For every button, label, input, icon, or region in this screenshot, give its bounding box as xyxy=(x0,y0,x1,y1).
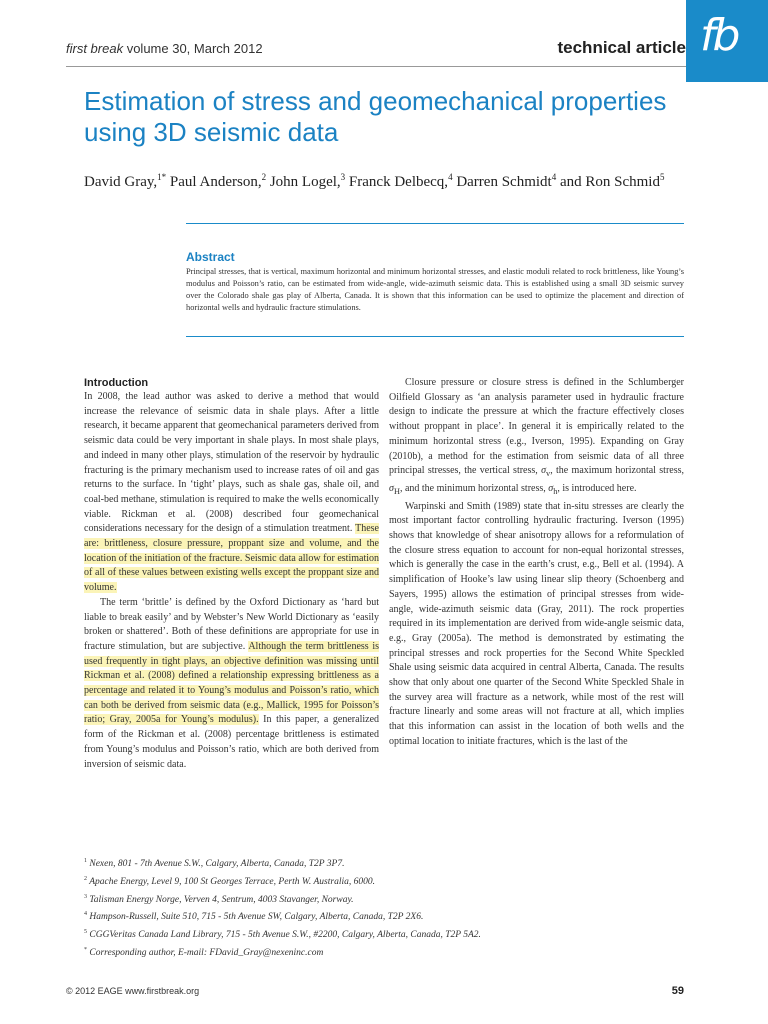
footnote-mark: 1 xyxy=(84,858,87,864)
footnote-text: Hampson-Russell, Suite 510, 715 - 5th Avenue SW, Calgary, Alberta, Canada, T2P 2X6. xyxy=(89,912,424,923)
section-label: technical article xyxy=(557,38,686,57)
abstract-bottom-rule xyxy=(186,336,684,337)
stress-symbol: σ xyxy=(541,465,547,477)
author-affiliation-mark: 4 xyxy=(551,172,557,182)
author-list xyxy=(84,172,704,191)
footnote xyxy=(84,854,684,872)
page-number: 59 xyxy=(671,985,684,997)
highlighted-text: Although the term brittleness is used frequently in tight plays, an objective definition was missing until Rickman et al. (2008) defined a relationship expressing brittleness as a percentage and related it to Young’s modulus and Poisson’s ratio, which can both be derived from seismic data (e.g., Mallick, 1995 for Poisson’s ratio; Gray, 2005a for Young’s modulus). xyxy=(84,640,380,726)
footnote-text: Nexen, 801 - 7th Avenue S.W., Calgary, Alberta, Canada, T2P 3P7. xyxy=(89,859,345,870)
journal-issue: volume 30, March 2012 xyxy=(126,41,263,56)
stress-symbol: σ xyxy=(548,482,554,494)
abstract-text: Principal stresses, that is vertical, maximum horizontal and minimum horizontal stresses, and elastic moduli related to rock brittleness, like Young’s modulus and Poisson’s ratio, can be estimated from wide-angle, wide-azimuth seismic data. This is established using a small 3D seismic survey over the Colorado shale gas play of Alberta, Canada. It is shown that this information can be used to optimize the placement and direction of horizontal wells and hydraulic fracture stimulations. xyxy=(186,267,684,312)
author-name: David Gray, xyxy=(84,174,158,190)
body-paragraph: Warpinski and Smith (1989) state that in-situ stresses are clearly the most important factor controlling hydraulic fracturing. Iverson (1995) shows that knowledge of shear anisotropy allows for a reformulation of the closure stress equation to account for non-equal horizontal stresses, which is generally the case in the earth’s crust, e.g., Bell et al. (1994). A simplification of Hooke’s law using linear slip theory (Schoenberg and Sayers, 1995) allows the estimation of principal stresses from wide-angle, wide-azimuth seismic data (Gray, 2011). The rock properties required in its implementation are derived from wide-angle seismic data, e.g., Gray (2005a). The method is demonstrated by estimating the principal stresses and rock properties for the Second White Speckled Shale using seismic data acquired in central Alberta, Canada. The results show that only about one quarter of the Second White Speckled Shale in the survey area will fracture as a network, while most of the rest will fracture linearly and some areas will not fracture at all, which implies that this information can assist in the location of both wells and the optimal location to initiate fractures, which is the last of the xyxy=(389,500,684,747)
body-text: , and the minimum horizontal stress, xyxy=(399,482,549,494)
footnote-text: Apache Energy, Level 9, 100 St Georges Terrace, Perth W. Australia, 6000. xyxy=(89,876,375,887)
copyright-footer: © 2012 EAGE www.firstbreak.org xyxy=(66,986,200,996)
stress-subscript: h xyxy=(553,486,558,496)
body-paragraph xyxy=(84,390,379,596)
author-name: Paul Anderson, xyxy=(166,174,262,190)
footnote-mark: 4 xyxy=(84,911,87,918)
author-affiliation-mark: 3 xyxy=(340,172,346,182)
fb-logo-text: fb xyxy=(700,10,738,61)
stress-subscript: v xyxy=(546,469,551,479)
body-paragraph xyxy=(389,376,684,500)
footnote xyxy=(84,907,684,925)
footnote-text: CGGVeritas Canada Land Library, 715 - 5th Avenue S.W., #2200, Calgary, Alberta, Canada, T2P 5A2. xyxy=(89,930,481,941)
body-text: In 2008, the lead author was asked to derive a method that would increase the relevance of seismic data in shale plays. After a little research, it became apparent that geomechanical parameters derived from seismic data could be very important in shale plays. In most shale plays, and indeed in many other plays, stimulation of the reservoir by hydraulic fracturing is the primary mechanism used to increase rates of oil and gas returns to the surface. In ‘tight’ plays, such as shale gas, shale oil, and coal-bed methane, stimulation is required to make the wells economically viable. Rickman et al. (2008) described four geomechanical considerations necessary for the design of a stimulation treatment. xyxy=(84,391,379,535)
body-text: Closure pressure or closure stress is defined in the Schlumberger Oilfield Glossary as ‘an analysis parameter used in hydraulic fracture design to indicate the pressure at which the fracture effectively closes without proppant in place’. In general it is empirically related to the minimum horizontal stress (e.g., Iverson, 1995). Expanding on Gray (2010b), a method for the estimation from seismic data of all three principal stresses, the vertical stress, xyxy=(389,377,684,477)
highlighted-text: These are: brittleness, closure pressure, proppant size and volume, and the location of the initiation of the fracture. Seismic data allow for estimation of all of these values between existing wells except the proppant size and volume. xyxy=(84,523,379,594)
body-text: , is introduced here. xyxy=(557,482,637,494)
footnote xyxy=(84,925,684,943)
footnote xyxy=(84,872,684,890)
abstract-top-rule xyxy=(186,223,684,224)
author-name: and Ron Schmid xyxy=(556,174,660,190)
body-text: The term ‘brittle’ is defined by the Oxford Dictionary as ‘hard but liable to break easily’ and by Webster’s New World Dictionary as ‘easily broken or shattered’. Both of these definitions are appropriate for use in fracture stimulation, but are subjective. xyxy=(84,596,379,652)
footnote-text: Corresponding author, E-mail: FDavid_Gray@nexeninc.com xyxy=(89,947,324,958)
body-text: , the maximum horizontal stress, xyxy=(550,465,684,477)
footnote-mark: * xyxy=(84,946,87,953)
journal-citation xyxy=(66,41,263,56)
author-name: John Logel, xyxy=(266,174,341,190)
author-affiliation-mark: 4 xyxy=(448,172,453,182)
affiliation-footnotes xyxy=(84,854,684,961)
author-affiliation-mark: 5 xyxy=(659,172,665,182)
header-rule xyxy=(66,66,686,67)
stress-symbol: σ xyxy=(389,482,394,494)
footnote-text: Talisman Energy Norge, Verven 4, Sentrum, 4003 Stavanger, Norway. xyxy=(89,894,354,905)
article-title: Estimation of stress and geomechanical properties using 3D seismic data xyxy=(84,86,667,147)
abstract-heading: Abstract xyxy=(186,250,235,264)
introduction-heading: Introduction xyxy=(84,377,149,389)
page-header xyxy=(66,38,686,66)
footnote-mark: 3 xyxy=(84,893,87,900)
stress-subscript: H xyxy=(393,486,400,496)
footnote-mark: 2 xyxy=(84,875,87,882)
author-name: Darren Schmidt xyxy=(452,174,552,190)
footnote-mark: 5 xyxy=(84,929,87,935)
body-column-left xyxy=(84,376,379,772)
body-column-right xyxy=(389,376,684,750)
footnote xyxy=(84,943,684,961)
body-text: In this paper, a generalized form of the Rickman et al. (2008) percentage brittleness is estimated from Young’s modulus and Poisson’s ratio, which are both derived from inversion of seismic data. xyxy=(84,714,380,770)
author-affiliation-mark: 2 xyxy=(261,172,267,182)
author-name: Franck Delbecq, xyxy=(345,174,449,190)
journal-name: first break xyxy=(66,41,124,56)
author-affiliation-mark: 1* xyxy=(157,172,167,182)
fb-logo xyxy=(686,0,768,82)
body-paragraph xyxy=(84,596,379,772)
footnote xyxy=(84,890,684,908)
